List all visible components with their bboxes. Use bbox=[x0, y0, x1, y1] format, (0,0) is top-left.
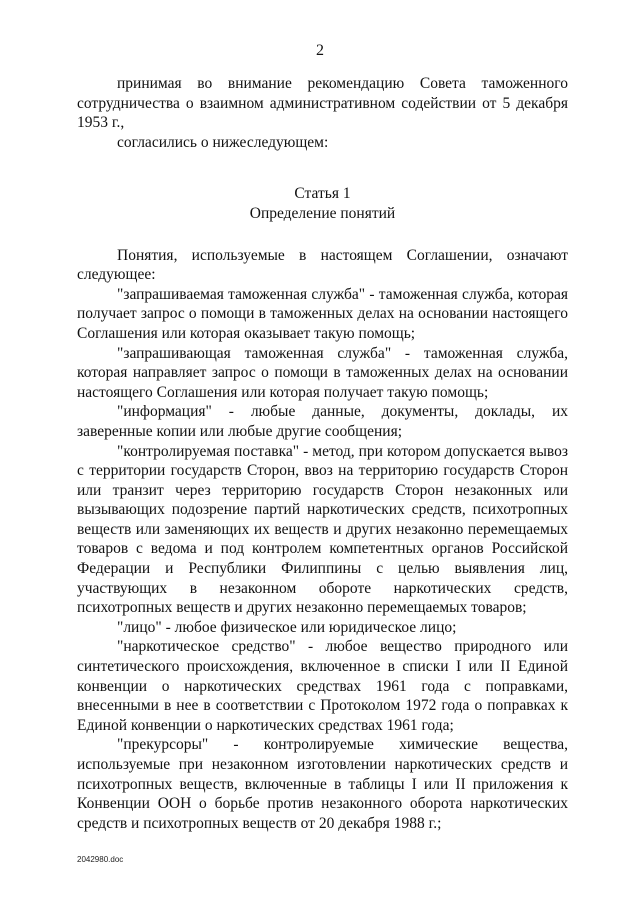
definition-paragraph: "прекурсоры" - контролируемые химические вещества, используемые при незаконном изготовлении наркотических средств и психотропных веществ, включенные в таблицы I или II приложения к Конвенции ООН о борьбе против незаконного оборота наркотических средств и психотропных веществ от 20 декабря 1988 г.; bbox=[77, 736, 568, 832]
document-body bbox=[77, 74, 568, 833]
intro-paragraph: принимая во внимание рекомендацию Совета таможенного сотрудничества о взаимном административном содействии от 5 декабря 1953 г., bbox=[77, 75, 568, 132]
definition-paragraph: Понятия, используемые в настоящем Соглашении, означают следующее: bbox=[77, 246, 568, 284]
definition-paragraph: "информация" - любые данные, документы, доклады, их заверенные копии или любые другие сообщения; bbox=[77, 403, 568, 440]
article-number: Статья 1 bbox=[294, 185, 351, 203]
definition-paragraph: "контролируемая поставка" - метод, при котором допускается вывоз с территории государств Сторон, ввоз на территорию государств Сторон или транзит через территорию государств Сторон незаконных или вызывающих подозрение партий наркотических средств, психотропных веществ или заменяющих их веществ и других незаконно перемещаемых товаров с ведома и под контролем компетентных органов Российской Федерации и Республики Филиппины с целью выявления лиц, участвующих в незаконном обороте наркотических средств, психотропных веществ и других незаконно перемещаемых товаров; bbox=[77, 442, 568, 617]
definition-paragraph: "запрашивающая таможенная служба" - таможенная служба, которая направляет запрос о помощи в таможенных делах на основании настоящего Соглашения или которая получает такую помощь; bbox=[77, 344, 568, 401]
footer-filename: 2042980.doc bbox=[77, 855, 124, 864]
intro-agreement-line: согласились о нижеследующем: bbox=[117, 133, 329, 151]
page-number: 2 bbox=[316, 42, 324, 59]
definition-paragraph: "наркотическое средство" - любое вещество природного или синтетического происхождения, включенное в списки I или II Единой конвенции о наркотических средствах 1961 года с поправками, внесенными в нее в соответствии с Протоколом 1972 года о поправках к Единой конвенции о наркотических средствах 1961 года; bbox=[77, 638, 568, 734]
article-title: Определение понятий bbox=[249, 204, 396, 222]
definition-paragraph: "запрашиваемая таможенная служба" - таможенная служба, которая получает запрос о помощи в таможенных делах на основании настоящего Соглашения или которая оказывает такую помощь; bbox=[77, 285, 568, 342]
definition-paragraph: "лицо" - любое физическое или юридическое лицо; bbox=[117, 618, 457, 636]
